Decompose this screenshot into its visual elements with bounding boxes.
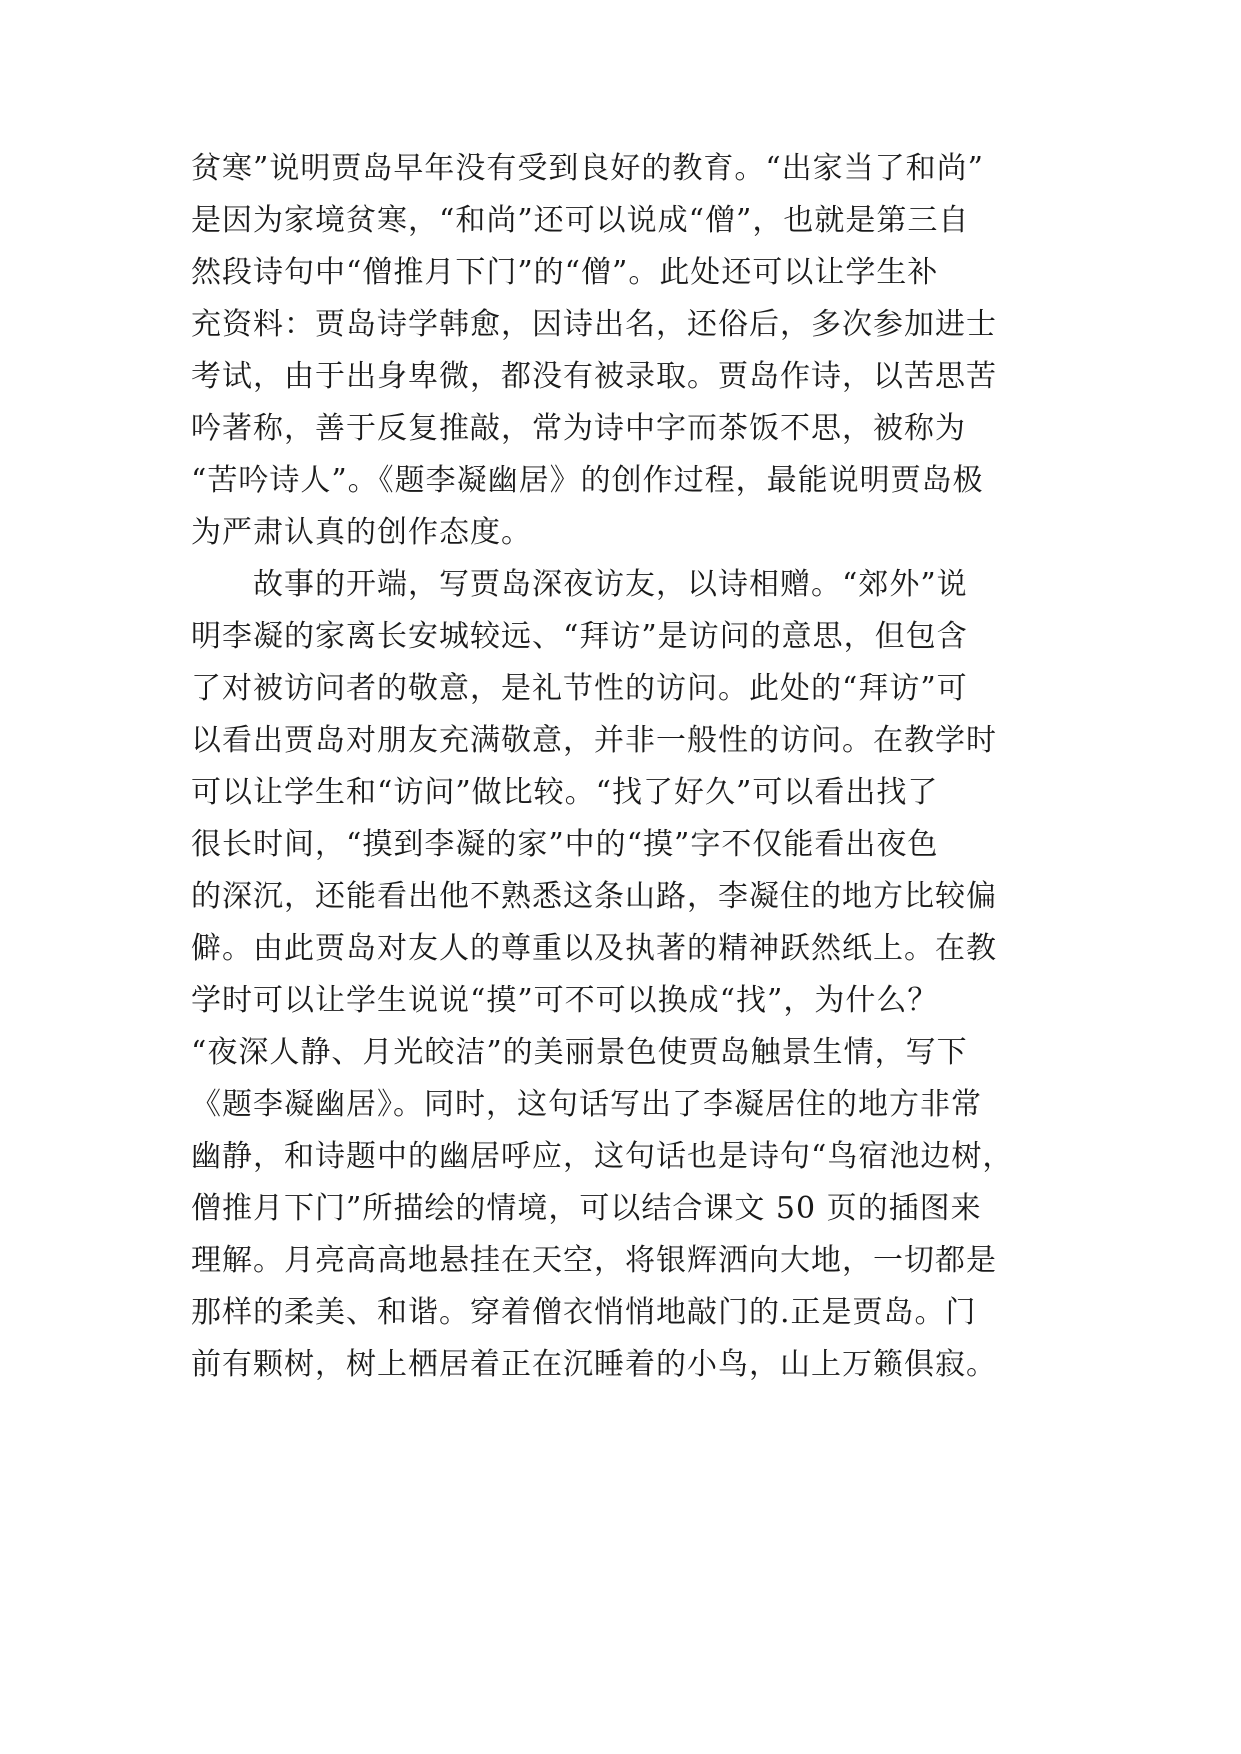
text-line: “夜深人静、月光皎洁”的美丽景色使贾岛触景生情，写下: [191, 1035, 968, 1070]
text-line: 是因为家境贫寒，“和尚”还可以说成“僧”，也就是第三自: [191, 203, 970, 238]
text-line: 理解。月亮高高地悬挂在天空，将银辉洒向大地，一切都是: [191, 1243, 997, 1278]
text-line: 吟著称，善于反复推敲，常为诗中字而茶饭不思，被称为: [191, 411, 966, 446]
text-line: 学时可以让学生说说“摸”可不可以换成“找”，为什么？: [191, 983, 939, 1018]
text-line: 然段诗句中“僧推月下门”的“僧”。此处还可以让学生补: [191, 255, 939, 290]
text-line: 考试，由于出身卑微，都没有被录取。贾岛作诗，以苦思苦: [191, 359, 997, 394]
text-line: 以看出贾岛对朋友充满敬意，并非一般性的访问。在教学时: [191, 723, 997, 758]
text-line: 充资料：贾岛诗学韩愈，因诗出名，还俗后，多次参加进士: [191, 307, 997, 342]
text-line: 的深沉，还能看出他不熟悉这条山路，李凝住的地方比较偏: [191, 879, 997, 914]
text-line: 前有颗树，树上栖居着正在沉睡着的小鸟，山上万籁俱寂。: [191, 1347, 997, 1382]
text-line: 明李凝的家离长安城较远、“拜访”是访问的意思，但包含: [191, 619, 968, 654]
text-line: 僻。由此贾岛对友人的尊重以及执著的精神跃然纸上。在教: [191, 931, 997, 966]
text-line: 僧推月下门”所描绘的情境，可以结合课文 50 页的插图来: [191, 1191, 982, 1226]
text-line: 《题李凝幽居》。同时，这句话写出了李凝居住的地方非常: [191, 1087, 982, 1122]
text-line: 可以让学生和“访问”做比较。“找了好久”可以看出找了: [191, 775, 939, 810]
text-line: 贫寒”说明贾岛早年没有受到良好的教育。“出家当了和尚”: [191, 151, 985, 186]
body-text: [191, 143, 1057, 1391]
paragraph-start-line: 故事的开端，写贾岛深夜访友，以诗相赠。“郊外”说: [253, 567, 968, 602]
text-line: 很长时间，“摸到李凝的家”中的“摸”字不仅能看出夜色: [191, 827, 939, 862]
text-line: 了对被访问者的敬意，是礼节性的访问。此处的“拜访”可: [191, 671, 968, 706]
text-line: 幽静，和诗题中的幽居呼应，这句话也是诗句“鸟宿池边树，: [191, 1139, 1014, 1174]
text-line: 为严肃认真的创作态度。: [191, 515, 532, 550]
text-line: “苦吟诗人”。《题李凝幽居》的创作过程，最能说明贾岛极: [191, 463, 984, 498]
text-line: 那样的柔美、和谐。穿着僧衣悄悄地敲门的.正是贾岛。门: [191, 1295, 977, 1330]
